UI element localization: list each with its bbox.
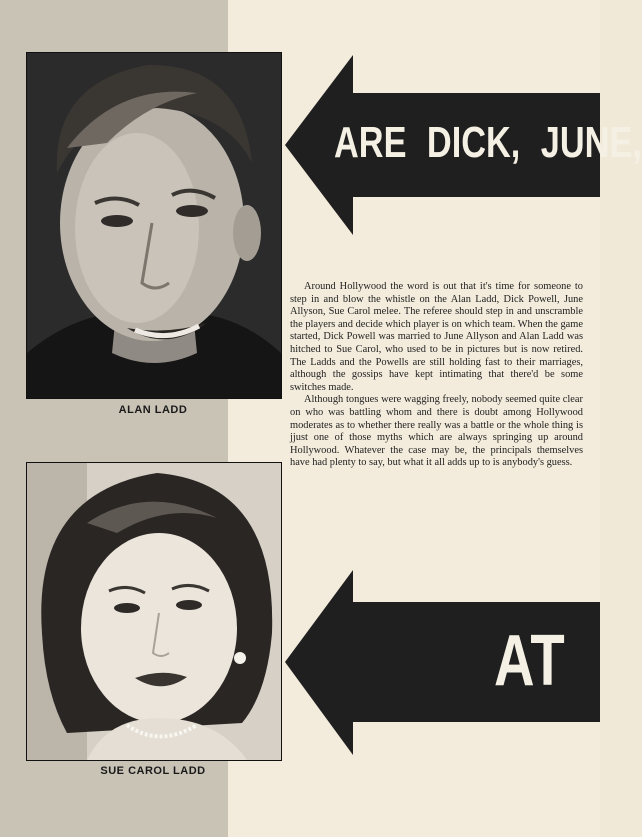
headline-bottom-line: AT [494, 621, 565, 701]
article-paragraph: Although tongues were wagging freely, nobody seemed quite clear on who was battling whom and there is doubt among Hollywood moderates as to whether there really was a battle or the whole thing is jjust one of those myths which are always springing up around Hollywood. Whatever the case may be, the principals themselves have had plenty to say, but what it all adds up to is anybody's guess. [290, 394, 583, 469]
article-paragraph: Around Hollywood the word is out that it's time for someone to step in and blow the whistle on the Alan Ladd, Dick Powell, June Allyson, Sue Carol melee. The referee should step in and unscramble the players and decide which player is on which team. When the game started, Dick Powell was married to June Allyson and Alan Ladd was hitched to Sue Carol, who used to be in pictures but is now retired. The Ladds and the Powells are still holding fast to their marriages, although the gossips have kept intimating that there'd be some switches made. [290, 281, 583, 393]
sue-carol-ladd-caption: SUE CAROL LADD [100, 765, 206, 777]
alan-ladd-caption: ALAN LADD [118, 404, 188, 416]
article-body [290, 281, 583, 470]
sue-carol-ladd-photo [26, 462, 282, 761]
alan-ladd-photo [26, 52, 282, 399]
headline-top-line: ARE DICK, JUNE, [334, 118, 642, 167]
